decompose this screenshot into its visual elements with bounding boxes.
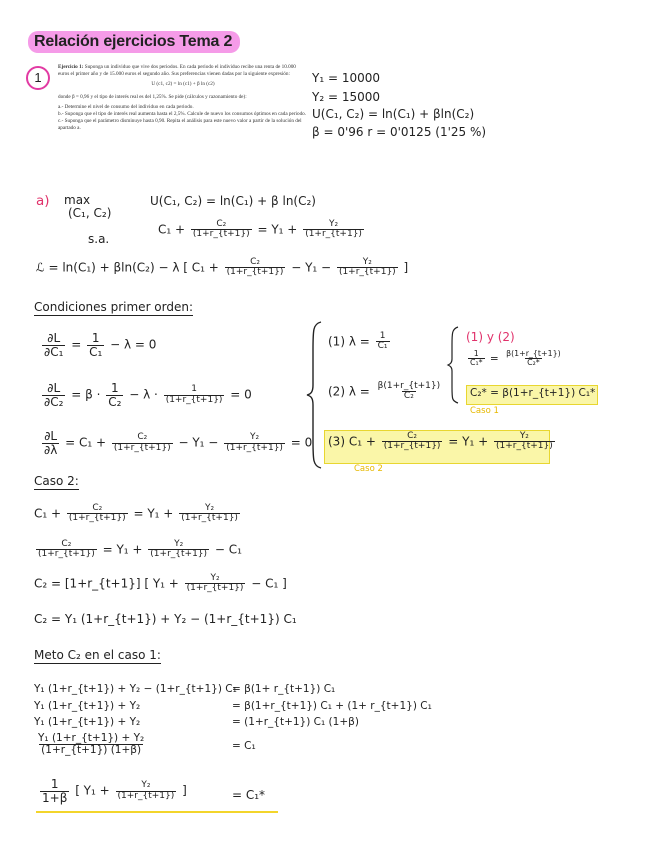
system-eq2: (2) λ = $\frac{\beta(1+r\_\{t+1\})}{\text{C₂}}$ — [328, 381, 441, 402]
statement-heading: Ejercicio 1: — [58, 64, 84, 70]
system-eq1: (1) λ = $\frac{1}{\text{C₁}}$ — [328, 331, 388, 352]
page-title: Relación ejercicios Tema 2 — [28, 31, 240, 53]
metc2-row1-left: Y₁ (1+r_{t+1}) + Y₂ − (1+r_{t+1}) C₁ — [34, 683, 237, 695]
statement-b: b.- Suponga que el tipo de interés real aumenta hasta el 2,5%. Calcule de nuevo los consumos óptimos en cada periodo. — [58, 111, 307, 118]
caso2-line3: C₂ = [1+r_{t+1}] [ Y₁ + $\frac{\text{Y₂}}{(1+r\_\{t+1\})}$ − C₁ ] — [34, 573, 287, 594]
metc2-row3-right: = (1+r_{t+1}) C₁ (1+β) — [232, 716, 359, 728]
metc2-row1-right: = β(1+ r_{t+1}) C₁ — [232, 683, 336, 695]
metc2-row4-left: $\frac{\text{Y₁ (1+r\_\{t+1\}) + Y₂}}{(1+r\_\{t+1\}) (1+\beta)}$ — [38, 732, 145, 757]
cpo-title: Condiciones primer orden: — [34, 300, 194, 314]
exercise-number-badge: 1 — [26, 66, 50, 90]
metc2-title: Meto C₂ en el caso 1: — [34, 648, 161, 662]
objective: U(C₁, C₂) = ln(C₁) + β ln(C₂) — [150, 194, 316, 208]
system-brace — [305, 320, 325, 470]
max-vars: (C₁, C₂) — [68, 206, 112, 220]
final-result: $\frac{1}{1+\beta}$ [ Y₁ + $\frac{\text{Y₂}}{(1+r\_\{t+1\})}$ ] — [42, 777, 187, 805]
note-utility: U(C₁, C₂) = ln(C₁) + βln(C₂) — [312, 107, 475, 121]
final-c1star: = C₁* — [232, 788, 266, 802]
metc2-row3-left: Y₁ (1+r_{t+1}) + Y₂ — [34, 716, 141, 728]
right-brace — [446, 325, 460, 405]
constraint: C₁ + $\frac{\text{C₂}}{(1+r\_\{t+1\})}$ = Y₁ + $\frac{\text{Y₂}}{(1+r\_\{t+1\})}$ — [158, 219, 362, 240]
caso1-label: Caso 1 — [470, 406, 499, 416]
foc-lambda: $\frac{\partial L}{\partial\lambda}$ = C₁ + $\frac{\text{C₂}}{(1+r\_\{t+1\})}$ − Y₁ − $\frac{\text{Y₂}}{(1+r\_\{t+1\})}$ = 0 — [44, 429, 313, 457]
note-y2: Y₂ = 15000 — [312, 90, 380, 104]
caso2-title: Caso 2: — [34, 474, 79, 488]
sa-label: s.a. — [88, 232, 110, 246]
caso2-line2: $\frac{\text{C₂}}{(1+r\_\{t+1\})}$ = Y₁ + $\frac{\text{Y₂}}{(1+r\_\{t+1\})}$ − C₁ — [38, 539, 242, 560]
caso2-line4: C₂ = Y₁ (1+r_{t+1}) + Y₂ − (1+r_{t+1}) C₁ — [34, 612, 297, 626]
final-underline — [36, 811, 278, 813]
statement-formula: U (c1, c2) = ln (c1) + β ln (c2) — [151, 81, 215, 88]
exercise-statement — [58, 64, 308, 133]
section-a-label: a) — [36, 193, 50, 209]
cases-12-title: (1) y (2) — [466, 330, 515, 344]
ratio-eq: $\frac{1}{\text{C₁*}}$ = $\frac{\beta(1+r\_\{t+1\})}{\text{C₂*}}$ — [470, 349, 561, 368]
c2-result: C₂* = β(1+r_{t+1}) C₁* — [470, 387, 596, 399]
lagrangian: ℒ = ln(C₁) + βln(C₂) − λ [ C₁ + $\frac{\text{C₂}}{(1+r\_\{t+1\})}$ − Y₁ − $\frac{\text{Y₂}}{(1+r\_\{t+1\})}$ ] — [36, 257, 409, 278]
note-y1: Y₁ = 10000 — [312, 71, 380, 85]
metc2-row2-right: = β(1+r_{t+1}) C₁ + (1+ r_{t+1}) C₁ — [232, 700, 432, 712]
foc-c2: $\frac{\partial L}{\text{∂C₂}}$ = β · $\frac{1}{\text{C₂}}$ − λ · $\frac{1}{(1+r\_\{t+1\})}$ = 0 — [44, 381, 252, 409]
statement-c: c.- Suponga que el parámetro disminuye hasta 0,90. Repita el análisis para este nuevo valor a partir de la solución del apartado a. — [58, 118, 302, 132]
foc-c1: $\frac{\partial L}{\text{∂C₁}}$ = $\frac{1}{\text{C₁}}$ − λ = 0 — [44, 331, 157, 359]
statement-a: a.- Determine el nivel de consumo del individuo en cada periodo. — [58, 103, 194, 110]
note-beta-r: β = 0'96 r = 0'0125 (1'25 %) — [312, 125, 487, 139]
caso2-label: Caso 2 — [354, 464, 383, 474]
metc2-row4-right: = C₁ — [232, 740, 256, 752]
caso2-line1: C₁ + $\frac{\text{C₂}}{(1+r\_\{t+1\})}$ = Y₁ + $\frac{\text{Y₂}}{(1+r\_\{t+1\})}$ — [34, 503, 238, 524]
metc2-row2-left: Y₁ (1+r_{t+1}) + Y₂ — [34, 700, 141, 712]
system-eq3: (3) C₁ + $\frac{\text{C₂}}{(1+r\_\{t+1\})}$ = Y₁ + $\frac{\text{Y₂}}{(1+r\_\{t+1\})}$ — [328, 431, 553, 452]
max-label: max — [64, 193, 91, 207]
statement-params: donde β = 0,96 y el tipo de interés real es del 1,25%. Se pide (cálculos y razonamiento de): — [58, 93, 247, 100]
statement-intro: Suponga un individuo que vive dos periodos. En cada periodo el individuo recibe una renta de 10.000 euros el primer año y de 15.000 euros el segundo año. Sus preferencias vienen dadas por la siguiente expresión: — [58, 64, 296, 78]
